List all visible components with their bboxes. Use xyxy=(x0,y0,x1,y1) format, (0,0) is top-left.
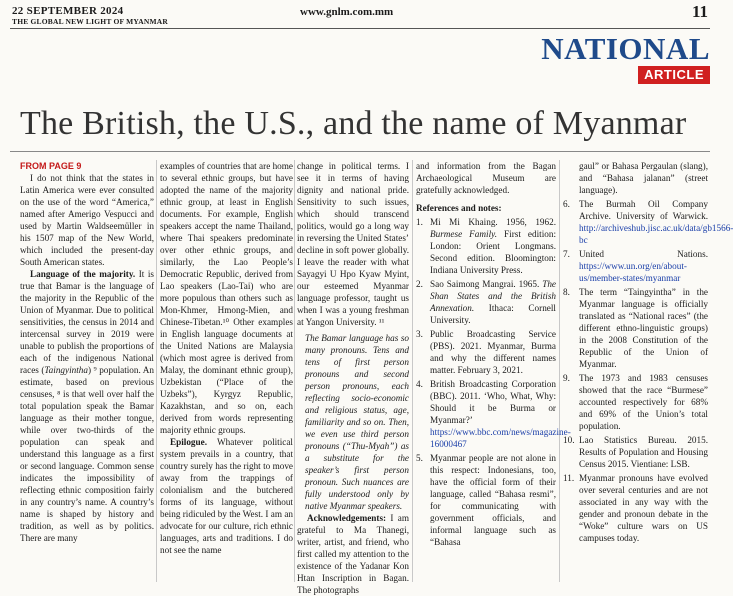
reference-item: 5. Myanmar people are not alone in this respect: Indonesians, too, have the official form of their language, called “Bahasa resmi”, for communicating with government officials, and informal language such as “Bahasa xyxy=(416,453,556,547)
reference-list xyxy=(416,216,571,548)
references-heading: References and notes: xyxy=(416,203,502,213)
reference-item: 11. Myanmar pronouns have evolved over several centuries and are not associated in any way with the gender and pronoun debate in the “Woke” culture wars on US campuses today. xyxy=(563,473,708,543)
reference-link[interactable]: https://www.un.org/en/about-us/member-states/myanmar xyxy=(579,261,687,283)
column-divider xyxy=(559,160,560,582)
reference-item: 4. British Broadcasting Corporation (BBC). 2011. ‘Who, What, Why: Should it be Burma or Myanmar?’ https://www.bbc.com/news/magazine-16000467 xyxy=(416,379,571,449)
subheading: Acknowledgements: xyxy=(307,513,387,523)
paragraph: I do not think that the states in Latin America were ever consulted on the use of the word “America,” named after Amerigo Vespucci and used by Martin Waldseemüller in his 1507 map of the New World, which included the present-day South American states. xyxy=(20,173,154,267)
block-quote: The Bamar language has so many pronouns. Tens and tens of first person pronouns and second person pronouns, each reflecting socio-economic and religious status, age, familiarity and so on. Then, we even use third person pronouns (“Thu-Myah”) as a substitute for the speaker’s first person pronoun. Such nuances are fully understood only by native Myanmar speakers. xyxy=(305,333,409,511)
reference-continuation: gaul” or Bahasa Pergaulan (slang), and “Bahasa jalanan” (street language). xyxy=(579,161,708,195)
section-subtitle: ARTICLE xyxy=(638,66,710,84)
reference-item: 6. The Burmah Oil Company Archive. University of Warwick. http://archiveshub.jisc.ac.uk/data/gb1566-bc xyxy=(563,199,733,245)
reference-link[interactable]: https://www.bbc.com/news/magazine-16000467 xyxy=(430,427,571,449)
section-title: NATIONAL xyxy=(541,31,710,66)
article-column-1 xyxy=(20,160,154,584)
publication-name: THE GLOBAL NEW LIGHT OF MYANMAR xyxy=(12,17,169,26)
article-column-3 xyxy=(297,160,409,595)
subheading: Epilogue. xyxy=(170,437,208,447)
column-divider xyxy=(412,160,413,582)
reference-item: 10. Lao Statistics Bureau. 2015. Results of Population and Housing Census 2015. Vientiane: LSB. xyxy=(563,435,708,469)
continued-from-label: FROM PAGE 9 xyxy=(20,161,82,171)
subheading: Language of the majority. xyxy=(30,269,136,279)
website-url[interactable]: www.gnlm.com.mm xyxy=(300,6,394,18)
reference-list-continued-items xyxy=(563,198,733,544)
reference-item: 7. United Nations. https://www.un.org/en/about-us/member-states/myanmar xyxy=(563,249,708,283)
paragraph: Epilogue. Whatever political system prevails in a country, that country surely has the right to move away from the trappings of colonialism and the butchered forms of its language, without being ridiculed by the West. I am an advocate for our culture, rich ethnic languages, arts and traditions. I do not see the name xyxy=(160,437,293,555)
reference-item: 1. Mi Mi Khaing. 1956, 1962. Burmese Family. First edition: London: Orient Longmans. Second edition. Bloomington: Indiana University Press. xyxy=(416,217,556,275)
column-divider xyxy=(294,160,295,582)
header-divider xyxy=(10,28,710,29)
paragraph: Language of the majority. It is true that Bamar is the language of the majority in the Republic of the Union of Myanmar. Due to political sensitivities, the census in 2014 and intercensal survey in 2019 were unable to publish the proportions of each of the indigenous National races (Taingyintha) ⁹ population. An estimate, based on previous censuses, ⁸ is that well over half the total population speak the Bamar language as their mother tongue, while over two-thirds of the population can speak and understand this language as a first or second language. Common sense indicates the impossibility of reflecting ethnic composition fairly in any country’s name. A country’s name is shaped by history and tradition, as well as by politics. There are many xyxy=(20,269,154,543)
paragraph: and information from the Bagan Archaeological Museum are gratefully acknowledged. xyxy=(416,161,556,195)
reference-item: 2. Sao Saimong Mangrai. 1965. The Shan States and the British Annexation. Ithaca: Cornell University. xyxy=(416,279,556,325)
issue-date: 22 SEPTEMBER 2024 xyxy=(12,5,124,17)
column-divider xyxy=(156,160,157,582)
article-headline: The British, the U.S., and the name of Myanmar xyxy=(20,105,687,142)
page-number: 11 xyxy=(692,2,709,21)
reference-link[interactable]: http://archiveshub.jisc.ac.uk/data/gb1566-bc xyxy=(579,223,733,245)
headline-divider xyxy=(10,151,710,152)
paragraph: change in political terms. I see it in terms of having dignity and national pride. Sensitivity to such issues, which should transcend politics, would go a long way in reversing the United States’ decline in soft power globally. I leave the reader with what Sayagyi U Hpo Kyaw Myint, our esteemed Myanmar language professor, taught us when I was a young freshman at Yangon University. ¹¹ xyxy=(297,161,409,327)
reference-item: 3. Public Broadcasting Service (PBS). 2021. Myanmar, Burma and why the different names matter. February 3, 2021. xyxy=(416,329,556,375)
paragraph: Acknowledgements: I am grateful to Ma Thanegi, writer, artist, and friend, who first called my attention to the existence of the Yadanar Kon Htan Inscription in Bagan. The photographs xyxy=(297,513,409,595)
article-column-4 xyxy=(416,160,571,584)
reference-item: 9. The 1973 and 1983 censuses showed that the race “Burmese” accounted respectively for 68% and 69% of the Union’s total population. xyxy=(563,373,708,431)
article-column-5 xyxy=(563,160,733,584)
article-column-2 xyxy=(160,160,293,584)
page-header xyxy=(0,0,720,100)
section-label xyxy=(506,32,710,90)
reference-item: 8. The term “Taingyintha” in the Myanmar language is officially translated as “National races” (the different ethno-linguistic groups) in the 2008 Constitution of the Republic of the Union of Myanmar. xyxy=(563,287,708,369)
paragraph: examples of countries that are home to several ethnic groups, but have adopted the name of the majority ethnic group, at least in English documents. For example, English speakers accept the name Thailand, where Thai speakers predominate over other ethnic groups, and similarly, the Lao People’s Democratic Republic, derived from Lao speakers (Lao-Tai) who are more populous than others such as Mon-Khmer, Hmong-Mien, and Chinese-Tibetan.¹⁰ Other examples in English language documents at the United Nations are Malaysia (which most agree is derived from Malay, the dominant ethnic group), Uzbekistan (“Place of the Uzbeks”), Kyrgyz Republic, Kazakhstan, and so on, each derived from words representing majority ethnic groups. xyxy=(160,161,293,435)
